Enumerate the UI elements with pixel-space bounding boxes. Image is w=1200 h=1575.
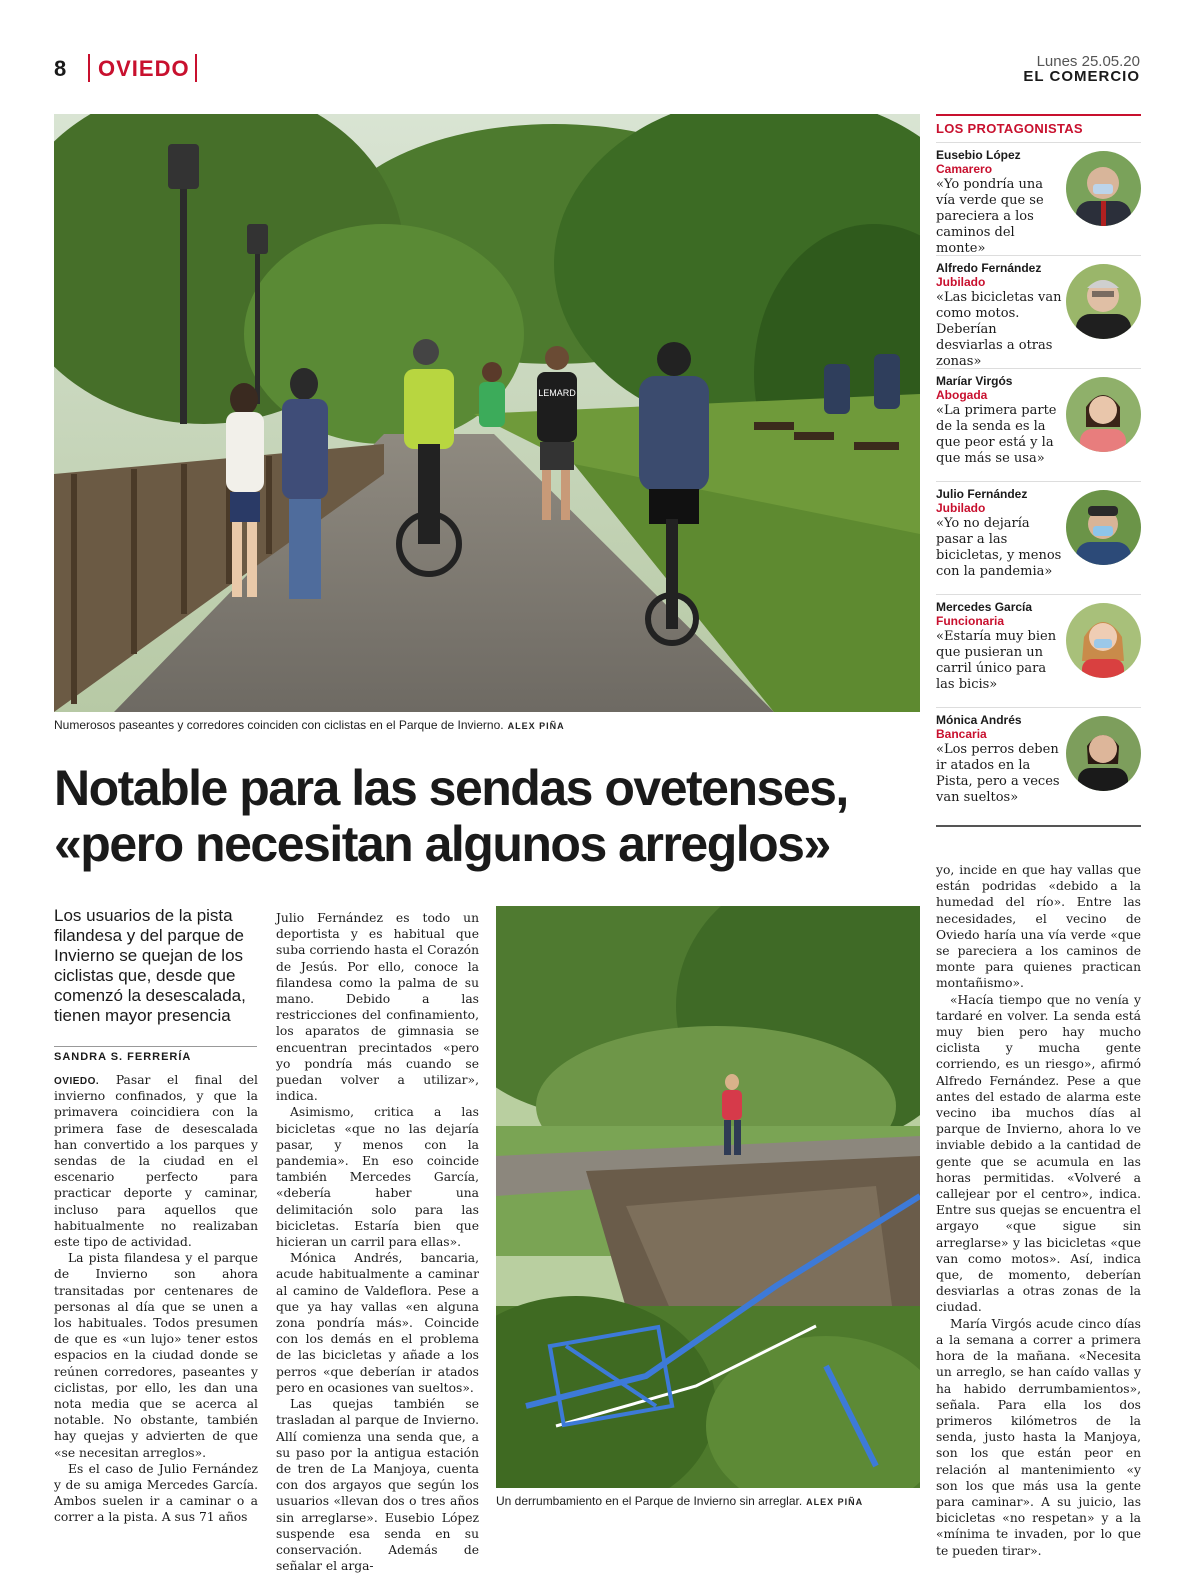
article-headline xyxy=(54,760,914,872)
body-paragraph: María Virgós acude cinco días a la semana a correr a primera hora de la mañana. «Necesita un arreglo, se han caído vallas y ha habido derrumbamientos», señala. Para ella los dos primeros kilómetros de la senda, justo hasta la Manjoya, son los que están peor en relación al mantenimiento «y son los que más usa la gente para caminar». A su juicio, las bicicletas «no respetan» y a la «mínima te invaden, por lo que te pueden tirar». xyxy=(936,1316,1141,1558)
protagonist-name: Maríar Virgós xyxy=(936,374,1013,388)
protagonist-role: Abogada xyxy=(936,388,988,402)
protagonist-card xyxy=(936,368,1141,481)
dateline: OVIEDO. xyxy=(54,1076,100,1087)
sidebar-title: LOS PROTAGONISTAS xyxy=(936,121,1083,136)
issue-date: Lunes 25.05.20 xyxy=(1036,53,1140,70)
article-column-4 xyxy=(936,862,1141,1559)
section-divider xyxy=(195,54,197,82)
body-paragraph: «Hacía tiempo que no venía y tardaré en volver. La senda está muy bien pero hay mucho ciclista y mucha gente corriendo, es un riesgo», afirmó Alfredo Fernández. Pese a que antes del estado de alarma este vecino iba muchos días al parque de Invierno, ahora lo ve inviable debido a la cantidad de gente que se acumula en las horas permitidas. «Volveré a callejear por el centro», indica. Entre sus quejas se encuentra el argayo «que sigue sin arreglarse» y las bicicletas «que van como motos». Así, indica que, de momento, deberían desviarlas a otras zonas de la ciudad. xyxy=(936,992,1141,1315)
body-paragraph: La pista filandesa y el parque de Invierno son ahora transitadas por centenares de personas al día que se unen a los habituales. Todos presumen de que es «un lujo» tener estos espacios en la ciudad donde se reúnen corredores, paseantes y ciclistas, por ello, les dan una nota media que se acerca al notable. No obstante, también hay quejas y advierten de que «se necesitan arreglos». xyxy=(54,1251,258,1460)
landslide-photo-caption xyxy=(496,1494,920,1508)
article-byline: SANDRA S. FERRERÍA xyxy=(54,1046,257,1063)
protagonist-card xyxy=(936,255,1141,368)
paragraph-text: Pasar el final del invierno confinados, y que la primavera coincidiera con la primera fase de desescalada han convertido a los parques y sendas de la ciudad en el escenario perfecto para practicar deporte y caminar, incluso para aquellos que habitualmente no realizaban este tipo de actividad. xyxy=(54,1073,258,1250)
body-paragraph: Julio Fernández es todo un deportista y es habitual que suba corriendo hasta el Corazón de Jesús. Por ello, conoce la filandesa como la palma de su mano. Debido a las restricciones del confinamiento, los aparatos de gimnasia se encuentran precintados «pero yo pondría más cuando se puedan volver a utilizar», indica. xyxy=(276,911,479,1104)
headline-line-1: Notable para las sendas ovetenses, xyxy=(54,760,848,816)
body-paragraph: Es el caso de Julio Fernández y de su amiga Mercedes García. Ambos suelen ir a caminar o a correr a la pista. A sus 71 años xyxy=(54,1461,258,1525)
protagonist-quote: «La primera parte de la senda es la que peor está y la que más se usa» xyxy=(936,403,1057,466)
main-photo-caption xyxy=(54,718,914,732)
sidebar-bottom-rule xyxy=(936,825,1141,827)
page-number: 8 xyxy=(54,56,67,81)
avatar xyxy=(1066,603,1141,678)
jersey-text: LEMARD xyxy=(538,388,576,398)
avatar xyxy=(1066,490,1141,565)
protagonist-quote: «Las bicicletas van como motos. Deberían desviarlas a otras zonas» xyxy=(936,290,1062,369)
body-paragraph xyxy=(54,1072,258,1250)
protagonist-name: Eusebio López xyxy=(936,148,1021,162)
protagonist-card xyxy=(936,707,1141,820)
headline-line-2: «pero necesitan algunos arreglos» xyxy=(54,816,830,872)
avatar xyxy=(1066,716,1141,791)
article-column-2 xyxy=(276,910,479,1574)
protagonist-card xyxy=(936,142,1141,255)
protagonist-quote: «Los perros deben ir atados en la Pista, pero a veces van sueltos» xyxy=(936,742,1060,805)
avatar xyxy=(1066,377,1141,452)
protagonist-role: Jubilado xyxy=(936,501,986,515)
caption-text: Numerosos paseantes y corredores coinciden con ciclistas en el Parque de Invierno. xyxy=(54,718,504,732)
protagonist-name: Mónica Andrés xyxy=(936,713,1022,727)
protagonist-quote: «Yo no dejaría pasar a las bicicletas, y menos con la pandemia» xyxy=(936,516,1062,579)
body-paragraph: Mónica Andrés, bancaria, acude habitualmente a caminar al camino de Valdeflora. Pese a que ya hay vallas «en alguna zona pondría más». Coincide con los demás en el problema de las bicicletas y añade a los perros «que deberían ir atados pero en ocasiones van sueltos». xyxy=(276,1251,479,1395)
protagonist-name: Alfredo Fernández xyxy=(936,261,1042,275)
protagonists-sidebar xyxy=(936,114,1141,820)
body-paragraph: Asimismo, critica a las bicicletas «que no las dejaría pasar, y menos con la pandemia». En eso coincide también Mercedes García, «debería haber una delimitación solo para las bicicletas. Estaría bien que hicieran un carril para ellas». xyxy=(276,1105,479,1250)
photo-credit: ALEX PIÑA xyxy=(507,721,565,731)
avatar xyxy=(1066,151,1141,226)
body-paragraph: Las quejas también se trasladan al parque de Invierno. Allí comienza una senda que, a su paso por la antigua estación de tren de La Manjoya, cuenta con dos argayos que según los usuarios «llevan dos o tres años sin arreglarse». Eusebio López suspende esa senda en su conservación. Además de señalar el arga- xyxy=(276,1397,479,1574)
sidebar-rule xyxy=(936,114,1141,116)
protagonist-card xyxy=(936,594,1141,707)
body-paragraph: yo, incide en que hay vallas que están podridas «debido a la humedad del río». Entre las necesidades, el vecino de Oviedo haría una vía verde «que se pareciera a los caminos de monte para quienes practican montañismo». xyxy=(936,863,1141,991)
protagonist-name: Mercedes García xyxy=(936,600,1033,614)
protagonist-role: Camarero xyxy=(936,162,993,176)
photo-credit: ALEX PIÑA xyxy=(806,1497,864,1507)
section-title: OVIEDO xyxy=(98,56,190,81)
main-photo xyxy=(54,114,920,712)
protagonist-role: Funcionaria xyxy=(936,614,1005,628)
protagonist-role: Jubilado xyxy=(936,275,986,289)
newspaper-name: EL COMERCIO xyxy=(1023,68,1140,85)
protagonist-card xyxy=(936,481,1141,594)
caption-text: Un derrumbamiento en el Parque de Invierno sin arreglar. xyxy=(496,1494,803,1508)
protagonist-name: Julio Fernández xyxy=(936,487,1028,501)
section-divider xyxy=(88,54,90,82)
protagonist-role: Bancaria xyxy=(936,727,987,741)
article-dek: Los usuarios de la pista filandesa y del parque de Invierno se quejan de los ciclistas que, desde que comenzó la desescalada, tienen mayor presencia xyxy=(54,906,246,1025)
article-column-1 xyxy=(54,1072,258,1526)
landslide-photo xyxy=(496,906,920,1488)
avatar xyxy=(1066,264,1141,339)
protagonist-quote: «Yo pondría una vía verde que se pareciera a los caminos del monte» xyxy=(936,177,1044,256)
protagonist-quote: «Estaría muy bien que pusieran un carril único para las bicis» xyxy=(936,629,1057,692)
